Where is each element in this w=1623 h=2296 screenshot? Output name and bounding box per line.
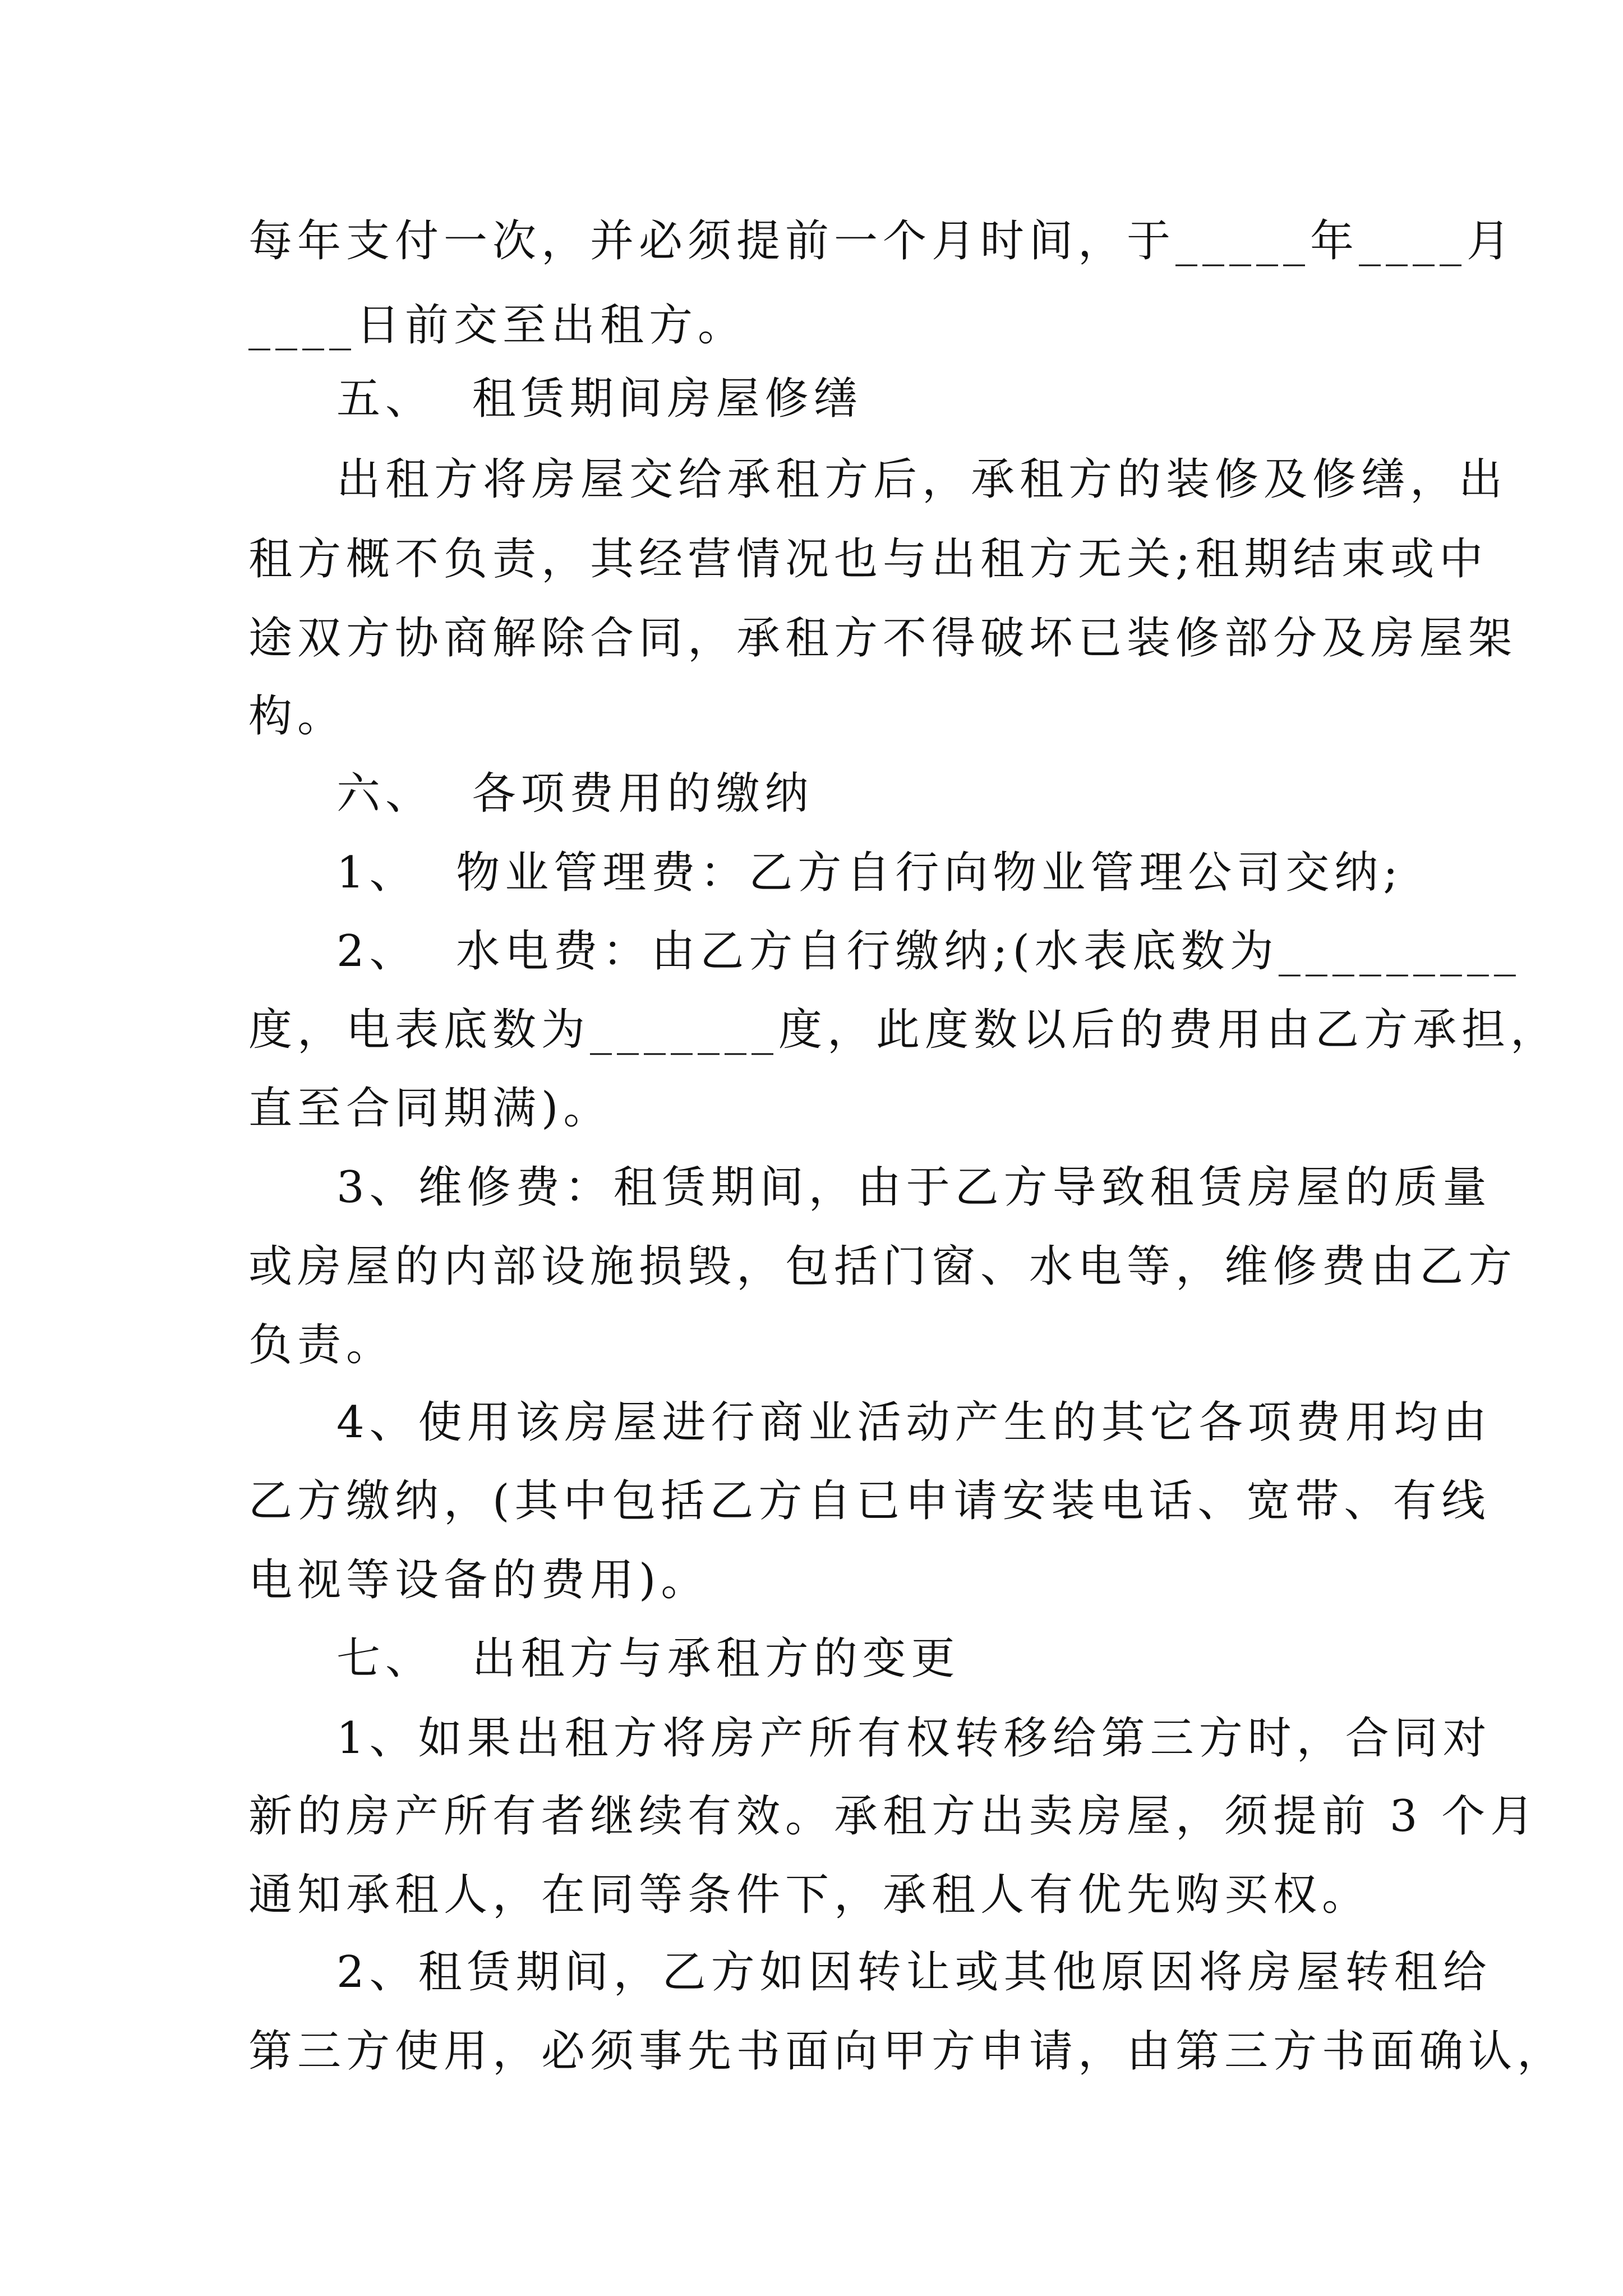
- text-line: 出租方将房屋交给承租方后，承租方的装修及修缮，出: [336, 454, 1508, 505]
- text-line: 乙方缴纳，(其中包括乙方自已申请安装电话、宽带、有线: [248, 1476, 1491, 1526]
- text-line: 1、如果出租方将房产所有权转移给第三方时，合同对: [336, 1713, 1492, 1764]
- text-line: 1、 物业管理费：乙方自行向物业管理公司交纳;: [336, 848, 1403, 898]
- section-heading: 七、 出租方与承租方的变更: [336, 1634, 960, 1684]
- text-line: 通知承租人，在同等条件下，承租人有优先购买权。: [248, 1870, 1371, 1920]
- text-line: 2、 水电费：由乙方自行缴纳;(水表底数为_________: [336, 926, 1521, 977]
- text-line: 4、使用该房屋进行商业活动产生的其它各项费用均由: [336, 1397, 1492, 1448]
- text-line: 3、维修费：租赁期间，由于乙方导致租赁房屋的质量: [336, 1162, 1492, 1213]
- text-line: 第三方使用，必须事先书面向甲方申请，由第三方书面确认，: [248, 2026, 1566, 2077]
- text-line: 直至合同期满)。: [248, 1083, 612, 1134]
- text-line: 租方概不负责，其经营情况也与出租方无关;租期结束或中: [248, 534, 1488, 585]
- text-line: 或房屋的内部设施损毁，包括门窗、水电等，维修费由乙方: [248, 1241, 1518, 1292]
- text-line: ____日前交至出租方。: [248, 300, 747, 351]
- text-line: 2、租赁期间，乙方如因转让或其他原因将房屋转租给: [336, 1947, 1492, 1998]
- text-line: 负责。: [248, 1320, 395, 1370]
- text-line: 每年支付一次，并必须提前一个月时间，于_____年____月: [248, 216, 1516, 266]
- text-line: 新的房产所有者继续有效。承租方出卖房屋，须提前 3 个月: [248, 1791, 1539, 1842]
- text-line: 电视等设备的费用)。: [248, 1555, 710, 1605]
- text-line: 构。: [248, 691, 347, 742]
- text-line: 度，电表底数为_______度，此度数以后的费用由乙方承担，: [248, 1005, 1560, 1055]
- section-heading: 六、 各项费用的缴纳: [336, 769, 814, 819]
- text-line: 途双方协商解除合同，承租方不得破坏已装修部分及房屋架: [248, 613, 1518, 664]
- section-heading: 五、 租赁期间房屋修缮: [336, 374, 863, 424]
